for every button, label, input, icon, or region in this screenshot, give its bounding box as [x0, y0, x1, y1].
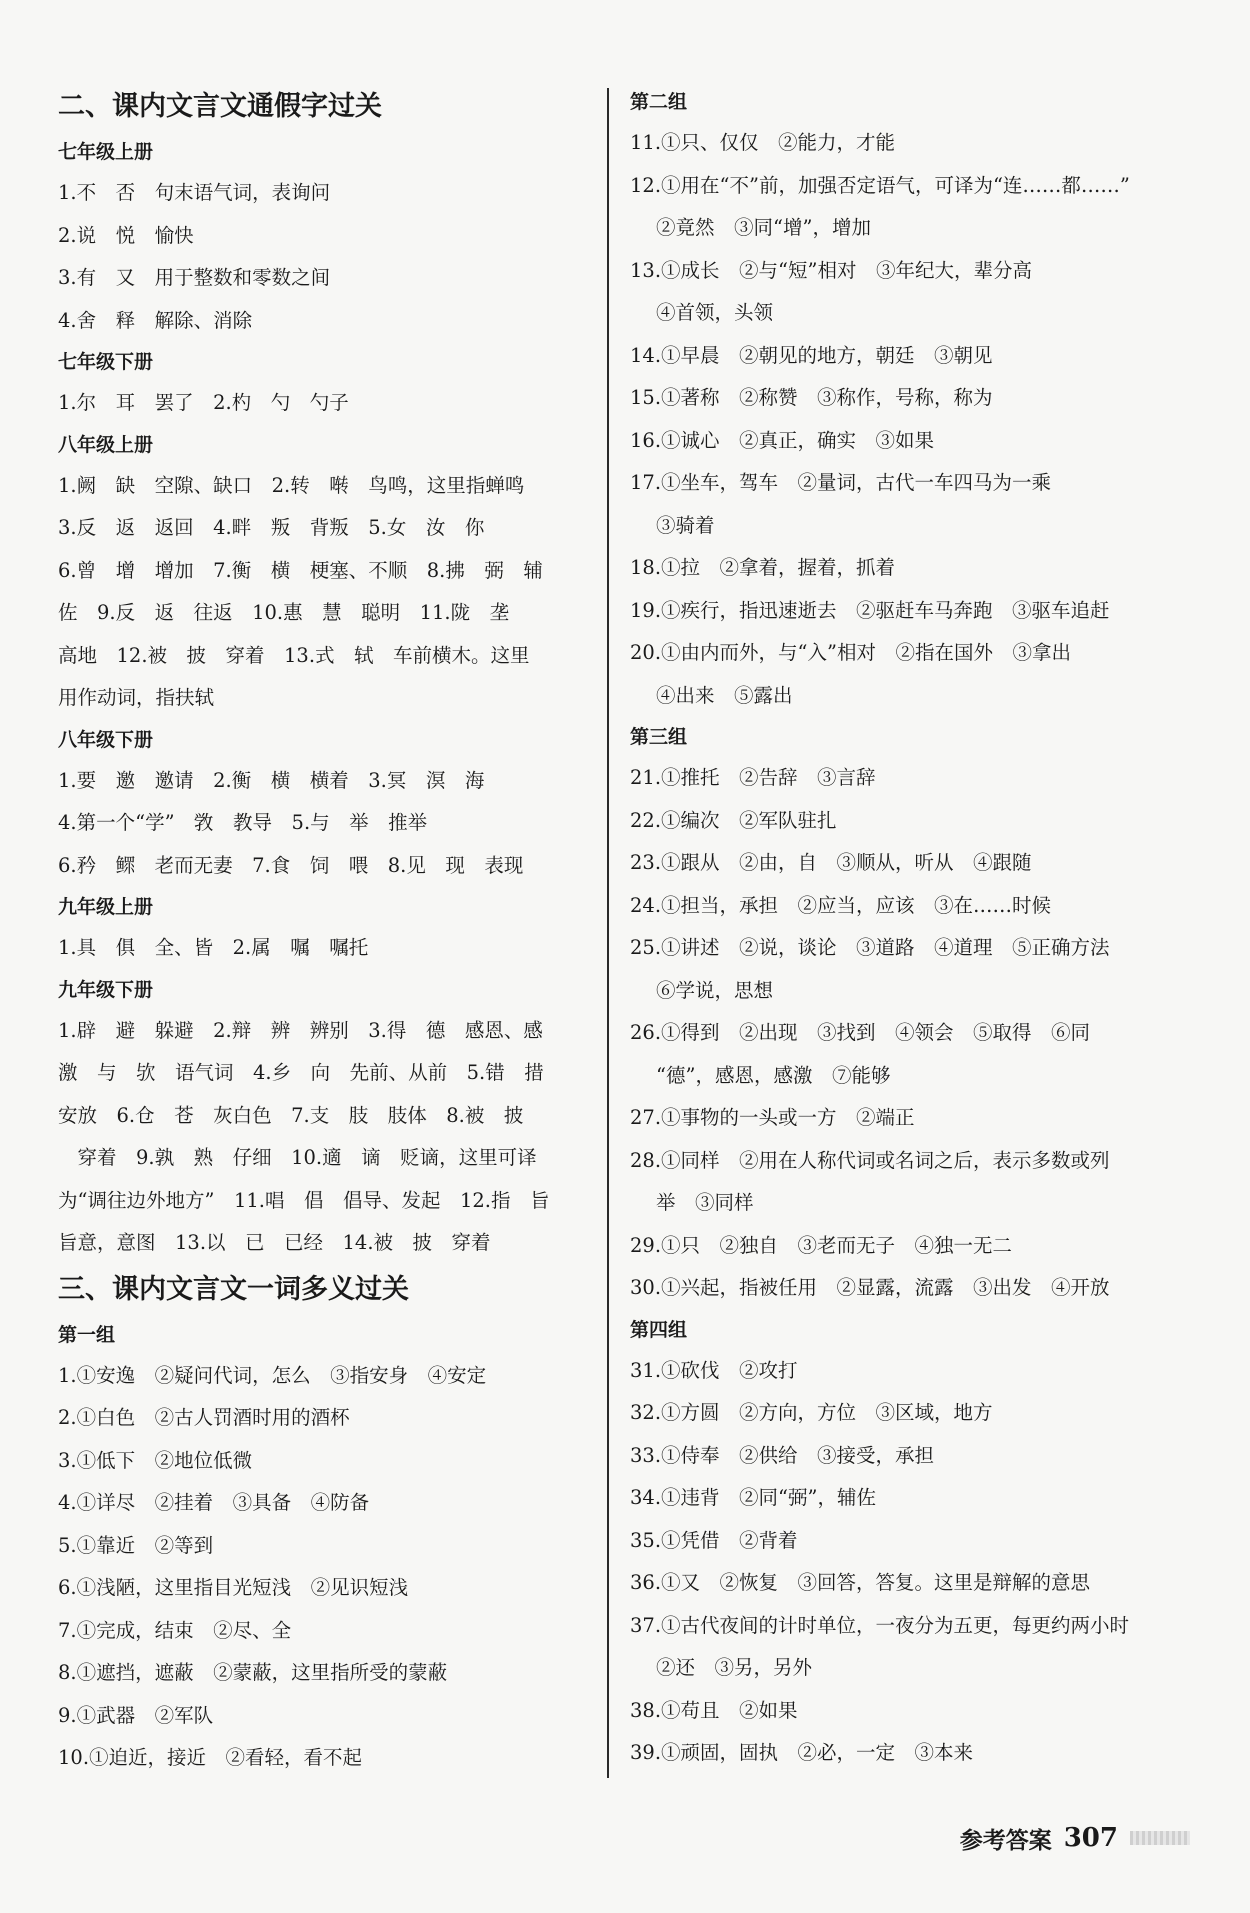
- page-number: 307: [1063, 1823, 1118, 1853]
- subsection-title: 七年级上册: [58, 141, 154, 163]
- section-title: 二、课内文言文通假字过关: [58, 91, 382, 122]
- answer-line: 12.①用在“不”前，加强否定语气，可译为“连……都……”: [630, 173, 1130, 197]
- answer-line: 1.具 俱 全、皆 2.属 嘱 嘱托: [58, 936, 369, 959]
- answer-line: 4.舍 释 解除、消除: [58, 308, 253, 332]
- answer-line: 28.①同样 ②用在人称代词或名词之后，表示多数或列: [630, 1148, 1110, 1172]
- answer-line: 11.①只、仅仅 ②能力，才能: [630, 131, 896, 154]
- answer-line: 旨意，意图 13.以 已 已经 14.被 披 穿着: [58, 1231, 491, 1254]
- answer-line: 25.①讲述 ②说，谈论 ③道路 ④道理 ⑤正确方法: [630, 936, 1110, 959]
- answer-line: ③骑着: [656, 513, 715, 537]
- answer-line: 24.①担当，承担 ②应当，应该 ③在……时候: [630, 893, 1052, 917]
- column-divider: [607, 88, 609, 1778]
- answer-line: 6.曾 增 增加 7.衡 横 梗塞、不顺 8.拂 弼 辅: [58, 558, 543, 582]
- answer-line: 27.①事物的一头或一方 ②端正: [630, 1106, 915, 1129]
- answer-line: 激 与 欤 语气词 4.乡 向 先前、从前 5.错 措: [58, 1061, 544, 1084]
- answer-line: 9.①武器 ②军队: [58, 1703, 214, 1727]
- answer-list: [58, 172, 598, 342]
- answer-line: ④首领，头领: [656, 301, 774, 324]
- subsection-title: 八年级下册: [58, 728, 154, 751]
- answer-line: 17.①坐车，驾车 ②量词，古代一车四马为一乘: [630, 471, 1052, 494]
- answer-line: 1.辟 避 躲避 2.辩 辨 辨别 3.得 德 感恩、感: [58, 1018, 543, 1042]
- answer-line: 34.①违背 ②同“弼”，辅佐: [630, 1486, 876, 1509]
- answer-line: 31.①砍伐 ②攻打: [630, 1358, 798, 1382]
- answer-line: 5.①靠近 ②等到: [58, 1533, 214, 1557]
- answer-list: [58, 1010, 598, 1265]
- answer-line: 6.矜 鳏 老而无妻 7.食 饲 喂 8.见 现 表现: [58, 853, 524, 877]
- answer-line: 15.①著称 ②称赞 ③称作，号称，称为: [630, 386, 993, 409]
- answer-line: 3.反 返 返回 4.畔 叛 背叛 5.女 汝 你: [58, 516, 485, 539]
- answer-list: [58, 465, 598, 720]
- footer-decoration: [1130, 1831, 1190, 1845]
- answer-line: “德”，感恩，感激 ⑦能够: [656, 1063, 891, 1087]
- answer-line: ④出来 ⑤露出: [656, 683, 793, 707]
- answer-line: 14.①早晨 ②朝见的地方，朝廷 ③朝见: [630, 343, 993, 367]
- left-column: [58, 82, 598, 1780]
- answer-line: 1.阙 缺 空隙、缺口 2.转 啭 鸟鸣，这里指蝉鸣: [58, 473, 525, 497]
- answer-line: 高地 12.被 披 穿着 13.式 轼 车前横木。这里: [58, 643, 530, 667]
- answer-line: 33.①侍奉 ②供给 ③接受，承担: [630, 1443, 935, 1467]
- answer-list: [630, 122, 1190, 717]
- subsection-title: 八年级上册: [58, 433, 154, 456]
- answer-line: 16.①诚心 ②真正，确实 ③如果: [630, 428, 935, 452]
- answer-line: 1.①安逸 ②疑问代词，怎么 ③指安身 ④安定: [58, 1363, 487, 1387]
- answer-line: 23.①跟从 ②由，自 ③顺从，听从 ④跟随: [630, 851, 1032, 874]
- answer-line: ②竟然 ③同“增”，增加: [656, 216, 871, 239]
- answer-line: 10.①迫近，接近 ②看轻，看不起: [58, 1746, 363, 1769]
- answer-line: 32.①方圆 ②方向，方位 ③区域，地方: [630, 1401, 993, 1424]
- answer-line: 举 ③同样: [656, 1191, 754, 1214]
- answer-line: 6.①浅陋，这里指目光短浅 ②见识短浅: [58, 1576, 409, 1599]
- answer-line: 20.①由内而外，与“入”相对 ②指在国外 ③拿出: [630, 641, 1071, 664]
- answer-list: [58, 760, 598, 888]
- answer-line: 3.①低下 ②地位低微: [58, 1448, 253, 1472]
- answer-line: 4.①详尽 ②挂着 ③具备 ④防备: [58, 1491, 370, 1514]
- answer-line: 2.①白色 ②古人罚酒时用的酒杯: [58, 1406, 350, 1429]
- answer-line: 7.①完成，结束 ②尽、全: [58, 1618, 292, 1642]
- answer-line: 37.①古代夜间的计时单位，一夜分为五更，每更约两小时: [630, 1613, 1130, 1637]
- answer-line: 38.①苟且 ②如果: [630, 1698, 798, 1722]
- answer-line: 19.①疾行，指迅速逝去 ②驱赶车马奔跑 ③驱车追赶: [630, 598, 1110, 622]
- answer-line: 29.①只 ②独自 ③老而无子 ④独一无二: [630, 1233, 1013, 1257]
- subsection-title: 七年级下册: [58, 351, 154, 373]
- group-title: 第二组: [630, 91, 688, 113]
- answer-line: 穿着 9.孰 熟 仔细 10.適 谪 贬谪，这里可译: [58, 1146, 537, 1169]
- answer-line: 用作动词，指扶轼: [58, 686, 215, 709]
- answer-line: 2.说 悦 愉快: [58, 223, 194, 247]
- answer-line: 8.①遮挡，遮蔽 ②蒙蔽，这里指所受的蒙蔽: [58, 1661, 448, 1684]
- answer-line: 35.①凭借 ②背着: [630, 1528, 798, 1552]
- footer-label: 参考答案: [959, 1827, 1052, 1854]
- answer-list: [58, 382, 598, 425]
- answer-list: [58, 1355, 598, 1780]
- right-column: [630, 82, 1190, 1775]
- answer-line: 13.①成长 ②与“短”相对 ③年纪大，辈分高: [630, 258, 1032, 282]
- group-title: 第四组: [630, 1318, 688, 1341]
- answer-line: ⑥学说，思想: [656, 978, 774, 1002]
- section-title: 三、课内文言文一词多义过关: [58, 1273, 409, 1305]
- answer-line: 39.①顽固，固执 ②必，一定 ③本来: [630, 1741, 974, 1764]
- answer-line: 佐 9.反 返 往返 10.惠 慧 聪明 11.陇 垄: [58, 601, 510, 624]
- answer-line: 1.尔 耳 罢了 2.杓 勺 勺子: [58, 391, 349, 414]
- answer-line: 22.①编次 ②军队驻扎: [630, 808, 837, 832]
- answer-line: 18.①拉 ②拿着，握着，抓着: [630, 556, 896, 579]
- subsection-title: 九年级上册: [58, 896, 154, 918]
- subsection-title: 九年级下册: [58, 978, 154, 1001]
- answer-line: 36.①又 ②恢复 ③回答，答复。这里是辩解的意思: [630, 1571, 1091, 1594]
- answer-list: [630, 1350, 1190, 1775]
- answer-list: [630, 757, 1190, 1310]
- answer-line: 4.第一个“学” 敩 教导 5.与 举 推举: [58, 811, 428, 834]
- group-title: 第一组: [58, 1323, 116, 1346]
- answer-line: 3.有 又 用于整数和零数之间: [58, 266, 331, 289]
- answer-line: 26.①得到 ②出现 ③找到 ④领会 ⑤取得 ⑥同: [630, 1021, 1091, 1044]
- answer-list: [58, 927, 598, 970]
- answer-line: 30.①兴起，指被任用 ②显露，流露 ③出发 ④开放: [630, 1276, 1110, 1299]
- answer-line: ②还 ③另，另外: [656, 1656, 813, 1679]
- group-title: 第三组: [630, 726, 688, 748]
- answer-line: 1.不 否 句末语气词，表询问: [58, 181, 331, 204]
- answer-line: 1.要 邀 邀请 2.衡 横 横着 3.冥 溟 海: [58, 768, 485, 792]
- answer-line: 为“调往边外地方” 11.唱 倡 倡导、发起 12.指 旨: [58, 1188, 550, 1212]
- page-footer: [960, 1818, 1190, 1858]
- answer-line: 21.①推托 ②告辞 ③言辞: [630, 766, 876, 789]
- answer-line: 安放 6.仓 苍 灰白色 7.支 肢 肢体 8.被 披: [58, 1103, 524, 1127]
